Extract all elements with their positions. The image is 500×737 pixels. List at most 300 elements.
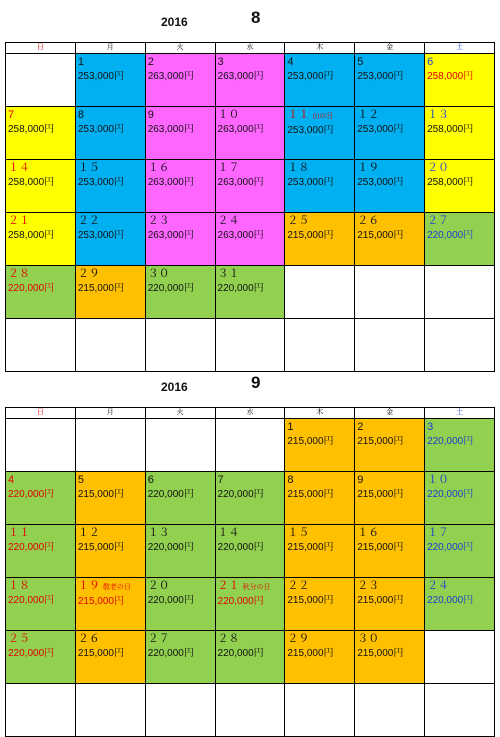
weekday-header: 金 [355,43,425,54]
calendar-month: 8 [251,8,261,27]
week-row [6,160,495,213]
day-number: 8 [77,109,84,121]
day-line [427,579,492,594]
day-number: ２１ [217,580,240,592]
price-label: 263,000円 [147,230,194,241]
day-line [8,267,73,282]
empty-day-cell [425,319,495,372]
price-label: 263,000円 [147,71,194,82]
price-label: 220,000円 [8,542,55,553]
day-line [148,632,213,647]
day-number: 3 [427,421,434,433]
price-label: 215,000円 [77,648,124,659]
holiday-name: 山の日 [312,113,334,120]
day-line [148,214,213,229]
day-number: ２０ [147,580,170,592]
day-cell [215,160,285,213]
price-label: 220,000円 [147,648,194,659]
day-line [218,214,283,229]
day-line [78,55,143,70]
day-line [357,579,422,594]
day-cell [6,107,76,160]
price-label: 253,000円 [77,230,124,241]
empty-day-cell [425,631,495,684]
price-label: 215,000円 [357,648,404,659]
weekday-header: 水 [215,43,285,54]
day-cell [285,54,355,107]
day-line [287,108,352,124]
weekday-header: 火 [145,408,215,419]
day-cell [285,525,355,578]
day-line [357,161,422,176]
day-number: ２４ [427,580,450,592]
price-label: 220,000円 [427,595,474,606]
calendar-august [5,8,495,372]
price-label: 220,000円 [147,489,194,500]
calendar-grid [5,42,495,372]
weekday-header-row [6,408,495,419]
weekday-header: 月 [75,408,145,419]
day-cell [285,631,355,684]
price-label: 220,000円 [217,542,264,553]
day-line [78,526,143,541]
day-line [427,526,492,541]
day-cell [285,107,355,160]
day-number: １３ [147,527,170,539]
day-line [427,161,492,176]
day-cell [6,525,76,578]
price-label: 220,000円 [8,283,55,294]
price-label: 215,000円 [357,230,404,241]
empty-day-cell [145,419,215,472]
day-cell [145,160,215,213]
day-number: １８ [287,162,310,174]
price-label: 263,000円 [217,230,264,241]
day-cell [425,419,495,472]
day-cell [6,266,76,319]
weekday-header: 日 [6,43,76,54]
week-row [6,266,495,319]
week-row [6,684,495,737]
price-label: 258,000円 [427,177,474,188]
price-label: 215,000円 [357,489,404,500]
day-line [357,420,422,435]
empty-day-cell [285,319,355,372]
day-line [287,632,352,647]
day-line [148,526,213,541]
price-label: 215,000円 [357,542,404,553]
day-line [78,579,143,595]
week-row [6,213,495,266]
day-line [8,526,73,541]
day-number: ３０ [147,268,170,280]
day-cell [145,266,215,319]
day-number: 7 [8,109,15,121]
day-line [8,473,73,488]
price-label: 220,000円 [217,648,264,659]
calendar-month: 9 [251,373,261,392]
empty-day-cell [6,419,76,472]
day-number: １２ [77,527,100,539]
day-cell [355,419,425,472]
day-line [148,579,213,594]
day-number: ２９ [77,268,100,280]
price-label: 253,000円 [77,177,124,188]
day-number: ２８ [8,268,30,280]
day-cell [425,213,495,266]
price-label: 253,000円 [287,177,334,188]
day-line [218,55,283,70]
calendar-grid [5,407,495,737]
day-number: １２ [357,109,380,121]
day-cell [285,472,355,525]
day-number: ２４ [217,215,240,227]
day-cell [75,525,145,578]
day-line [427,473,492,488]
day-number: 9 [357,474,364,486]
calendar-title [5,373,495,407]
price-label: 258,000円 [8,177,55,188]
price-label: 215,000円 [77,283,124,294]
price-label: 253,000円 [287,125,334,136]
price-label: 220,000円 [427,230,474,241]
day-cell [6,160,76,213]
day-line [78,267,143,282]
empty-day-cell [215,419,285,472]
empty-day-cell [285,266,355,319]
empty-day-cell [145,319,215,372]
day-line [287,579,352,594]
day-line [148,161,213,176]
day-cell [75,160,145,213]
day-number: ２２ [77,215,100,227]
price-label: 263,000円 [217,177,264,188]
day-number: ２６ [77,633,100,645]
day-number: ２１ [8,215,30,227]
day-cell [215,472,285,525]
day-cell [75,107,145,160]
day-number: １６ [147,162,170,174]
calendar-title [5,8,495,42]
day-line [357,473,422,488]
day-cell [215,54,285,107]
day-line [287,214,352,229]
day-number: １１ [287,109,310,121]
day-number: １３ [427,109,450,121]
week-row [6,419,495,472]
day-number: ２７ [147,633,170,645]
day-number: 4 [287,56,294,68]
price-label: 253,000円 [357,124,404,135]
price-label: 220,000円 [147,542,194,553]
day-number: ２６ [357,215,380,227]
price-label: 253,000円 [287,71,334,82]
week-row [6,525,495,578]
price-label: 220,000円 [427,542,474,553]
day-number: 2 [357,421,364,433]
weekday-header: 木 [285,43,355,54]
day-cell [285,160,355,213]
day-number: １９ [77,580,100,592]
empty-day-cell [215,319,285,372]
price-label: 215,000円 [357,595,404,606]
weekday-header: 金 [355,408,425,419]
day-cell [285,419,355,472]
day-number: １０ [427,474,450,486]
day-number: ２３ [357,580,380,592]
day-number: １８ [8,580,30,592]
day-line [287,473,352,488]
day-number: 3 [217,56,224,68]
day-cell [355,472,425,525]
day-line [148,267,213,282]
day-line [218,473,283,488]
price-label: 215,000円 [287,542,334,553]
day-number: ２５ [287,215,310,227]
price-label: 263,000円 [217,124,264,135]
day-number: ２９ [287,633,310,645]
day-line [78,214,143,229]
week-row [6,107,495,160]
price-label: 258,000円 [427,71,474,82]
day-number: 6 [427,56,434,68]
week-row [6,578,495,631]
day-line [427,55,492,70]
day-cell [6,472,76,525]
price-label: 220,000円 [8,648,55,659]
holiday-name: 秋分の日 [242,584,271,591]
price-label: 263,000円 [147,177,194,188]
day-cell [75,213,145,266]
day-cell [425,54,495,107]
day-line [287,526,352,541]
day-line [78,473,143,488]
day-cell [215,631,285,684]
day-cell [75,266,145,319]
price-label: 220,000円 [217,489,264,500]
day-line [148,108,213,123]
price-label: 215,000円 [287,648,334,659]
weekday-header: 日 [6,408,76,419]
price-label: 215,000円 [77,542,124,553]
day-cell [75,472,145,525]
day-cell [215,578,285,631]
day-cell [355,578,425,631]
calendar-year: 2016 [161,15,188,29]
day-cell [355,54,425,107]
day-cell [145,525,215,578]
day-cell [145,472,215,525]
week-row [6,631,495,684]
empty-day-cell [215,684,285,737]
empty-day-cell [75,419,145,472]
price-label: 215,000円 [287,436,334,447]
day-cell [75,578,145,631]
day-cell [355,631,425,684]
price-label: 215,000円 [287,230,334,241]
day-line [357,632,422,647]
weekday-header: 水 [215,408,285,419]
day-number: １４ [8,162,30,174]
empty-day-cell [75,319,145,372]
price-label: 220,000円 [217,283,264,294]
price-label: 215,000円 [287,489,334,500]
day-line [148,473,213,488]
price-label: 220,000円 [147,283,194,294]
holiday-name: 敬老の日 [102,584,131,591]
day-number: １０ [217,109,240,121]
weekday-header: 月 [75,43,145,54]
day-cell [425,107,495,160]
day-line [218,579,283,595]
empty-day-cell [285,684,355,737]
day-number: １４ [217,527,240,539]
empty-day-cell [6,54,76,107]
day-cell [145,578,215,631]
price-label: 220,000円 [8,489,55,500]
day-number: ２３ [147,215,170,227]
day-cell [355,213,425,266]
day-number: １５ [287,527,310,539]
day-cell [75,631,145,684]
week-row [6,472,495,525]
day-number: 6 [147,474,154,486]
day-cell [75,54,145,107]
day-line [78,161,143,176]
day-line [78,632,143,647]
day-line [8,108,73,123]
day-cell [355,107,425,160]
day-line [8,214,73,229]
day-cell [215,107,285,160]
empty-day-cell [355,266,425,319]
day-number: ２０ [427,162,450,174]
day-line [427,420,492,435]
empty-day-cell [355,319,425,372]
price-label: 263,000円 [217,71,264,82]
day-cell [425,525,495,578]
day-cell [6,213,76,266]
price-label: 253,000円 [77,71,124,82]
day-line [8,579,73,594]
calendar-body [6,54,495,372]
price-label: 215,000円 [77,596,124,607]
day-number: ２７ [427,215,450,227]
day-line [357,214,422,229]
price-label: 253,000円 [357,177,404,188]
day-cell [355,160,425,213]
day-cell [215,266,285,319]
calendar-body [6,419,495,737]
price-label: 220,000円 [427,489,474,500]
day-number: １９ [357,162,380,174]
day-line [357,526,422,541]
day-number: ２５ [8,633,30,645]
day-cell [425,578,495,631]
empty-day-cell [6,319,76,372]
price-label: 258,000円 [427,124,474,135]
day-cell [6,578,76,631]
price-label: 258,000円 [8,230,55,241]
day-number: 2 [147,56,154,68]
day-number: 1 [287,421,294,433]
day-number: 5 [357,56,364,68]
day-number: 4 [8,474,15,486]
day-number: ３１ [217,268,240,280]
day-number: ２８ [217,633,240,645]
day-line [148,55,213,70]
day-cell [425,160,495,213]
day-number: 1 [77,56,84,68]
price-label: 220,000円 [147,595,194,606]
day-number: １１ [8,527,30,539]
day-cell [6,631,76,684]
day-number: １７ [427,527,450,539]
day-line [357,55,422,70]
empty-day-cell [425,266,495,319]
day-cell [145,631,215,684]
weekday-header: 火 [145,43,215,54]
day-line [218,161,283,176]
calendar-year: 2016 [161,380,188,394]
day-number: ２２ [287,580,310,592]
day-number: １５ [77,162,100,174]
day-cell [285,213,355,266]
day-cell [145,107,215,160]
empty-day-cell [6,684,76,737]
weekday-header: 土 [425,43,495,54]
price-label: 258,000円 [8,124,55,135]
day-number: 5 [77,474,84,486]
day-line [427,108,492,123]
day-number: 7 [217,474,224,486]
day-line [218,526,283,541]
day-number: 9 [147,109,154,121]
day-cell [285,578,355,631]
day-line [427,214,492,229]
day-line [287,55,352,70]
day-line [218,632,283,647]
weekday-header: 土 [425,408,495,419]
day-line [218,267,283,282]
weekday-header: 木 [285,408,355,419]
day-line [357,108,422,123]
empty-day-cell [355,684,425,737]
week-row [6,319,495,372]
day-line [8,632,73,647]
price-label: 215,000円 [357,436,404,447]
empty-day-cell [75,684,145,737]
day-cell [145,213,215,266]
price-label: 263,000円 [147,124,194,135]
day-line [78,108,143,123]
day-number: ３０ [357,633,380,645]
week-row [6,54,495,107]
empty-day-cell [425,684,495,737]
price-label: 220,000円 [8,595,55,606]
day-line [8,161,73,176]
price-label: 253,000円 [357,71,404,82]
day-number: 8 [287,474,294,486]
day-cell [355,525,425,578]
price-label: 220,000円 [217,596,264,607]
weekday-header-row [6,43,495,54]
day-line [287,420,352,435]
day-cell [145,54,215,107]
price-label: 253,000円 [77,124,124,135]
day-cell [425,472,495,525]
calendar-september [5,373,495,737]
